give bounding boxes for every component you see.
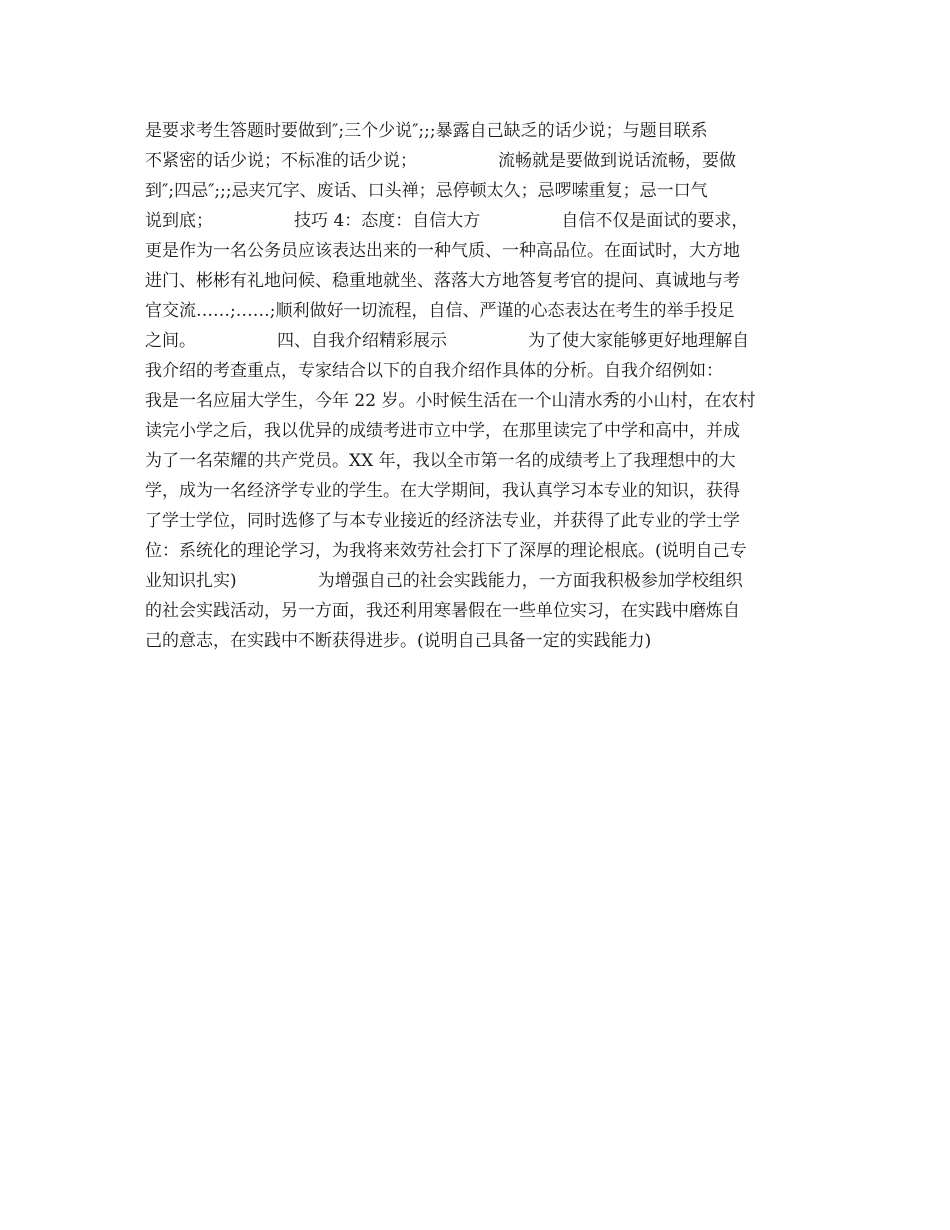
text-line: 说到底； 技巧 4：态度：自信大方 自信不仅是面试的要求， [145, 211, 749, 231]
text-line: 不紧密的话少说；不标准的话少说； 流畅就是要做到说话流畅，要做 [145, 151, 737, 171]
text-line: 到″;四忌″;;;忌夹冗字、废话、口头禅；忌停顿太久；忌啰嗦重复；忌一口气 [145, 181, 708, 201]
body-text [145, 116, 815, 656]
text-line: 是要求考生答题时要做到″;三个少说″;;;暴露自己缺乏的话少说；与题目联系 [145, 121, 708, 141]
text-line: 己的意志，在实践中不断获得进步。(说明自己具备一定的实践能力) [145, 631, 652, 651]
text-line: 读完小学之后，我以优异的成绩考进市立中学，在那里读完了中学和高中，并成 [145, 421, 740, 441]
text-line: 业知识扎实) 为增强自己的社会实践能力，一方面我积极参加学校组织 [145, 571, 743, 591]
text-line: 的社会实践活动，另一方面，我还利用寒暑假在一些单位实习，在实践中磨炼自 [145, 601, 740, 621]
text-line: 位：系统化的理论学习，为我将来效劳社会打下了深厚的理论根底。(说明自己专 [145, 541, 747, 561]
text-line: 更是作为一名公务员应该表达出来的一种气质、一种高品位。在面试时，大方地 [145, 241, 740, 261]
text-line: 我是一名应届大学生，今年 22 岁。小时候生活在一个山清水秀的小山村，在农村 [145, 391, 756, 411]
text-line: 学，成为一名经济学专业的学生。在大学期间，我认真学习本专业的知识，获得 [145, 481, 740, 501]
text-line: 之间。 四、自我介绍精彩展示 为了使大家能够更好地理解自 [145, 331, 750, 351]
text-line: 进门、彬彬有礼地问候、稳重地就坐、落落大方地答复考官的提问、真诚地与考 [145, 271, 740, 291]
text-line: 我介绍的考查重点，专家结合以下的自我介绍作具体的分析。自我介绍例如： [145, 361, 723, 381]
text-line: 为了一名荣耀的共产党员。XX 年，我以全市第一名的成绩考上了我理想中的大 [145, 451, 736, 471]
text-line: 了学士学位，同时选修了与本专业接近的经济法专业，并获得了此专业的学士学 [145, 511, 740, 531]
text-line: 官交流……;……;顺利做好一切流程，自信、严谨的心态表达在考生的举手投足 [145, 301, 735, 321]
